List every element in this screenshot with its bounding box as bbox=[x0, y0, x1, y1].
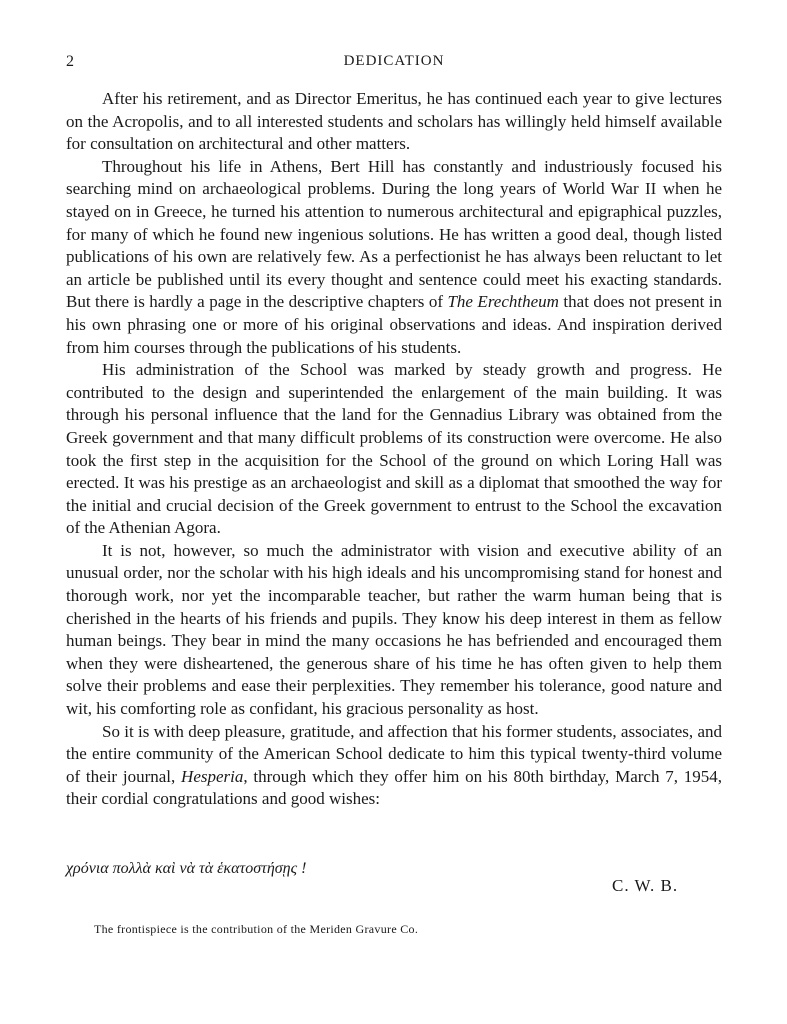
dedication-body bbox=[66, 88, 722, 811]
paragraph-administration: His administration of the School was marked by steady growth and progress. He contributed to the design and superintended the enlargement of the main building. It was through his personal influence that the land for the Gennadius Library was obtained from the Greek government and that many difficult problems of its construction were overcome. He also took the first step in the acquisition for the School of the ground on which Loring Hall was erected. It was his prestige as an archaeologist and skill as a diplomat that smoothed the way for the initial and crucial decision of the Greek government to entrust to the School the excavation of the Athenian Agora. bbox=[66, 360, 722, 538]
frontispiece-footnote: The frontispiece is the contribution of the Meriden Gravure Co. bbox=[94, 922, 419, 936]
paragraph-scholarship bbox=[66, 156, 722, 359]
paragraph-human-being: It is not, however, so much the administrator with vision and executive ability of an unusual order, nor the scholar with his high ideals and his uncompromising stand for honest and thorough work, nor yet the incomparable teacher, but rather the warm human being that is cherished in the hearts of his friends and pupils. They know his deep interest in them as fellow human beings. They bear in mind the many occasions he has befriended and encouraged them when they were disheartened, the generous share of his time he has often given to help them solve their problems and ease their perplexities. They remember his tolerance, good nature and wit, his comforting role as confidant, his gracious personality as host. bbox=[66, 540, 722, 719]
running-title: DEDICATION bbox=[343, 53, 445, 69]
paragraph-retirement: After his retirement, and as Director Emeritus, he has continued each year to give lectures on the Acropolis, and to all interested students and scholars has willingly held himself available for consultation on architectural and other matters. bbox=[66, 89, 722, 154]
journal-title-hesperia: Hesperia bbox=[181, 766, 244, 786]
page-number: 2 bbox=[66, 53, 74, 70]
paragraph-text: that does not present in his own phrasing one or more of his original observations and ideas. And inspiration derived from him courses through the publications of his students. bbox=[66, 292, 722, 357]
book-title-erechtheum: The Erechtheum bbox=[447, 292, 559, 312]
signature-initials: C. W. B. bbox=[612, 876, 679, 895]
paragraph-text: So it is with deep pleasure, gratitude, and affection that his former students, associates, and the entire community of the American School dedicate to him this typical twenty-third volume of their journal, bbox=[66, 721, 722, 786]
paragraph-text: Throughout his life in Athens, Bert Hill has constantly and industriously focused his searching mind on archaeological problems. During the long years of World War II when he stayed on in Greece, he turned his attention to numerous architectural and epigraphical puzzles, for many of which he found new ingenious solutions. He has written a good deal, though listed publications of his own are relatively few. As a perfectionist he has always been reluctant to let an article be published until its every thought and sentence could meet his exacting standards. But there is hardly a page in the descriptive chapters of bbox=[66, 156, 722, 312]
greek-wish: χρόνια πολλὰ καὶ νὰ τὰ ἑκατοστήσῃς ! bbox=[66, 860, 307, 877]
paragraph-text: , through which they offer him on his 80th birthday, March 7, 1954, their cordial congratulations and good wishes: bbox=[66, 766, 722, 809]
running-head bbox=[66, 53, 722, 73]
paragraph-dedication bbox=[66, 721, 722, 811]
